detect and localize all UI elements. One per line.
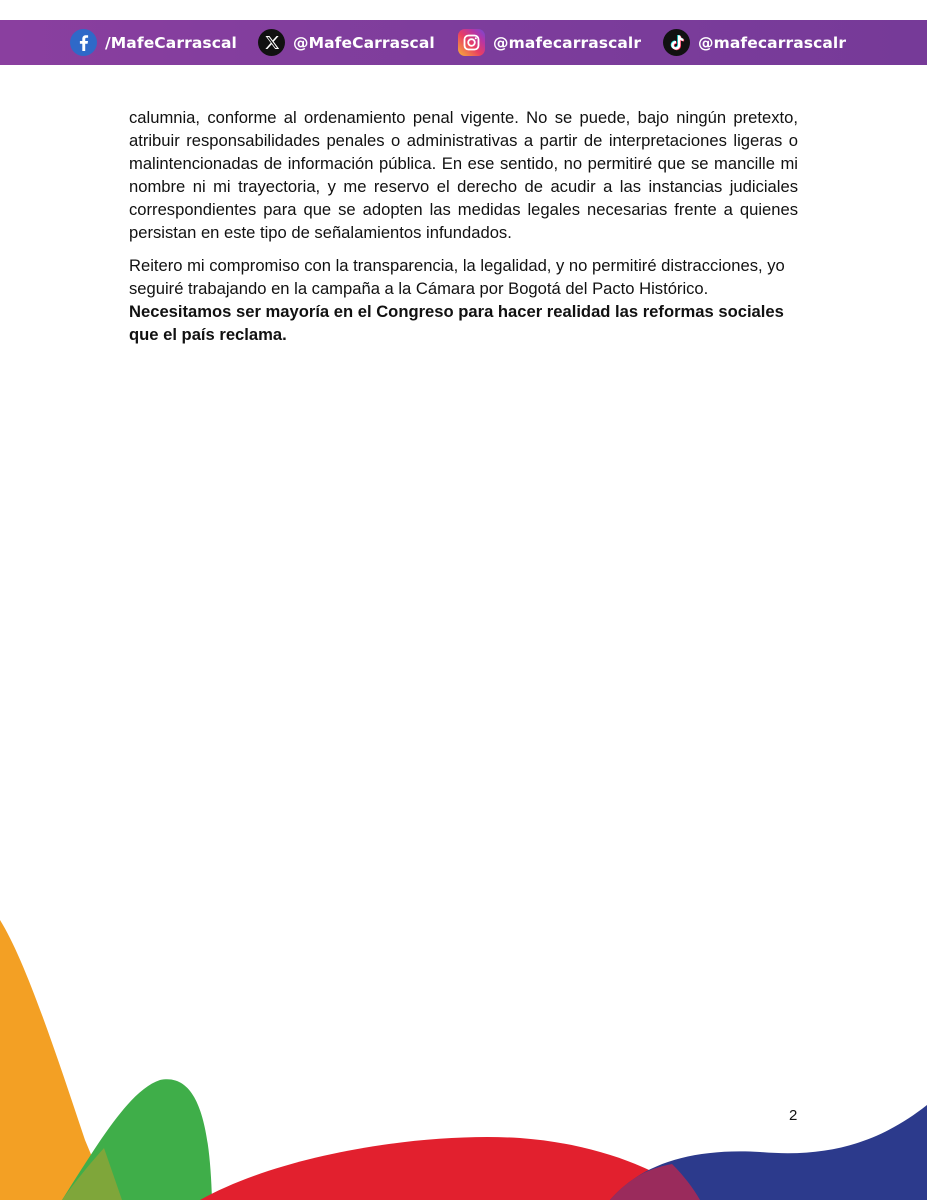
x-handle: @MafeCarrascal	[293, 33, 435, 52]
x-icon	[258, 29, 285, 56]
paragraph-2-bold: Necesitamos ser mayoría en el Congreso para hacer realidad las reformas sociales que el país reclama.	[129, 302, 784, 344]
decorative-footer-waves	[0, 880, 927, 1200]
instagram-handle: @mafecarrascalr	[493, 33, 642, 52]
top-margin	[0, 0, 927, 20]
facebook-handle: /MafeCarrascal	[105, 33, 237, 52]
tiktok-link[interactable]	[663, 20, 846, 65]
tiktok-icon	[663, 29, 690, 56]
paragraph-2	[129, 254, 798, 346]
paragraph-1: calumnia, conforme al ordenamiento penal vigente. No se puede, bajo ningún pretexto, atribuir responsabilidades penales o administrativas a partir de interpretaciones ligeras o malintencionadas de información pública. En ese sentido, no permitiré que se mancille mi nombre ni mi trayectoria, y me reservo el derecho de acudir a las instancias judiciales correspondientes para que se adopten las medidas legales necesarias frente a quienes persistan en este tipo de señalamientos infundados.	[129, 108, 798, 242]
x-link[interactable]	[258, 20, 435, 65]
page-number: 2	[789, 1107, 798, 1124]
facebook-link[interactable]	[70, 20, 237, 65]
instagram-icon	[458, 29, 485, 56]
social-header-bar	[0, 20, 927, 65]
instagram-link[interactable]	[458, 20, 641, 65]
paragraph-2-regular: Reitero mi compromiso con la transparencia, la legalidad, y no permitiré distracciones, yo seguiré trabajando en la campaña a la Cámara por Bogotá del Pacto Histórico.	[129, 256, 785, 298]
facebook-icon	[70, 29, 97, 56]
letter-body	[129, 106, 798, 356]
tiktok-handle: @mafecarrascalr	[698, 33, 847, 52]
